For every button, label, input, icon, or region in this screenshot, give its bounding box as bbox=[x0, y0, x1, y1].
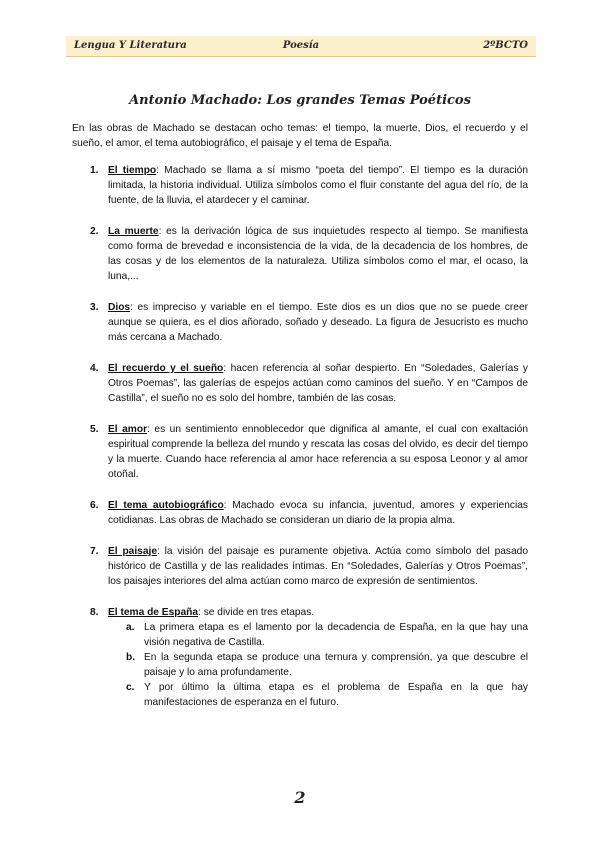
theme-item bbox=[90, 605, 528, 710]
theme-description: : Machado se llama a sí mismo “poeta del tiempo”. El tiempo es la duración limitada, la historia individual. Utiliza símbolos como el fluir constante del agua del río, de la fuente, de la lluvia, el atardecer y el caminar. bbox=[108, 165, 528, 206]
page-title: Antonio Machado: Los grandes Temas Poéticos bbox=[129, 93, 471, 108]
stage-text: La primera etapa es el lamento por la decadencia de España, en la que hay una visión negativa de Castilla. bbox=[144, 622, 528, 648]
theme-item bbox=[90, 544, 528, 589]
theme-term: El paisaje bbox=[108, 546, 157, 557]
theme-number: 5. bbox=[90, 424, 99, 435]
theme-term: El recuerdo y el sueño bbox=[108, 363, 224, 374]
theme-number: 2. bbox=[90, 226, 99, 237]
theme-number: 7. bbox=[90, 546, 99, 557]
stage-item bbox=[126, 650, 528, 680]
theme-description: : se divide en tres etapas. bbox=[198, 607, 315, 618]
page-number: 2 bbox=[294, 788, 306, 807]
theme-item bbox=[90, 300, 528, 345]
theme-description: : la visión del paisaje es puramente objetiva. Actúa como símbolo del pasado histórico de Castilla y de las realidades íntimas. En “Soledades, Galerías y Otros Poemas”, los paisajes interiores del alma actúan como marco de expresión de sentimientos. bbox=[108, 546, 528, 587]
stage-letter: a. bbox=[126, 622, 135, 633]
theme-term: El amor bbox=[108, 424, 148, 435]
stage-item bbox=[126, 620, 528, 650]
stage-text: En la segunda etapa se produce una ternura y comprensión, ya que descubre el paisaje y lo ama profundamente. bbox=[144, 652, 528, 678]
page-header bbox=[66, 36, 536, 57]
theme-description: : es la derivación lógica de sus inquietudes respecto al tiempo. Se manifiesta como forma de brevedad e inconsistencia de la vida, de la decadencia de los hombres, de las cosas y de los elementos de la naturaleza. Utiliza símbolos como el mar, el ocaso, la luna,... bbox=[108, 226, 528, 282]
header-subject: Lengua Y Literatura bbox=[74, 40, 187, 51]
stage-item bbox=[126, 680, 528, 710]
theme-item bbox=[90, 361, 528, 406]
theme-term: La muerte bbox=[108, 226, 159, 237]
theme-term: El tiempo bbox=[108, 165, 157, 176]
intro-paragraph: En las obras de Machado se destacan ocho temas: el tiempo, la muerte, Dios, el recuerdo y el sueño, el amor, el tema autobiográfico, el paisaje y el tema de España. bbox=[72, 123, 528, 149]
header-topic: Poesía bbox=[282, 40, 320, 51]
theme-number: 3. bbox=[90, 302, 99, 313]
theme-description: : Machado evoca su infancia, juventud, amores y experiencias cotidianas. Las obras de Machado se consideran un diario de la propia alma. bbox=[108, 500, 528, 526]
theme-item bbox=[90, 224, 528, 284]
theme-term: El tema autobiográfico bbox=[108, 500, 224, 511]
theme-item bbox=[90, 498, 528, 528]
theme-term: El tema de España bbox=[108, 607, 199, 618]
theme-number: 1. bbox=[90, 165, 99, 176]
header-course: 2ºBCTO bbox=[483, 40, 528, 51]
stage-text: Y por último la última etapa es el problema de España en la que hay manifestaciones de esperanza en el futuro. bbox=[144, 682, 528, 708]
theme-term: Dios bbox=[108, 302, 131, 313]
spain-stages-list bbox=[108, 620, 528, 710]
theme-number: 8. bbox=[90, 607, 99, 618]
theme-item bbox=[90, 163, 528, 208]
theme-number: 6. bbox=[90, 500, 99, 511]
themes-list bbox=[90, 163, 528, 726]
stage-letter: c. bbox=[126, 682, 135, 693]
theme-description: : es impreciso y variable en el tiempo. Este dios es un dios que no se puede creer aunque se quiera, es el dios añorado, soñado y deseado. La figura de Jesucristo es mucho más cercana a Machado. bbox=[108, 302, 528, 343]
theme-description: : es un sentimiento ennoblecedor que dignifica al amante, el cual con exaltación espiritual comprende la belleza del mundo y rescata las cosas del olvido, es decir del tiempo y la muerte. Cuando hace referencia al amor hace referencia a su esposa Leonor y al amor otoñal. bbox=[108, 424, 528, 480]
stage-letter: b. bbox=[126, 652, 136, 663]
theme-number: 4. bbox=[90, 363, 99, 374]
theme-description: : hacen referencia al soñar despierto. En “Soledades, Galerías y Otros Poemas”, las galerías de espejos actúan como caminos del sueño. Y en “Campos de Castilla”, el sueño no es solo del hombre, también de las cosas. bbox=[108, 363, 528, 404]
theme-item bbox=[90, 422, 528, 482]
